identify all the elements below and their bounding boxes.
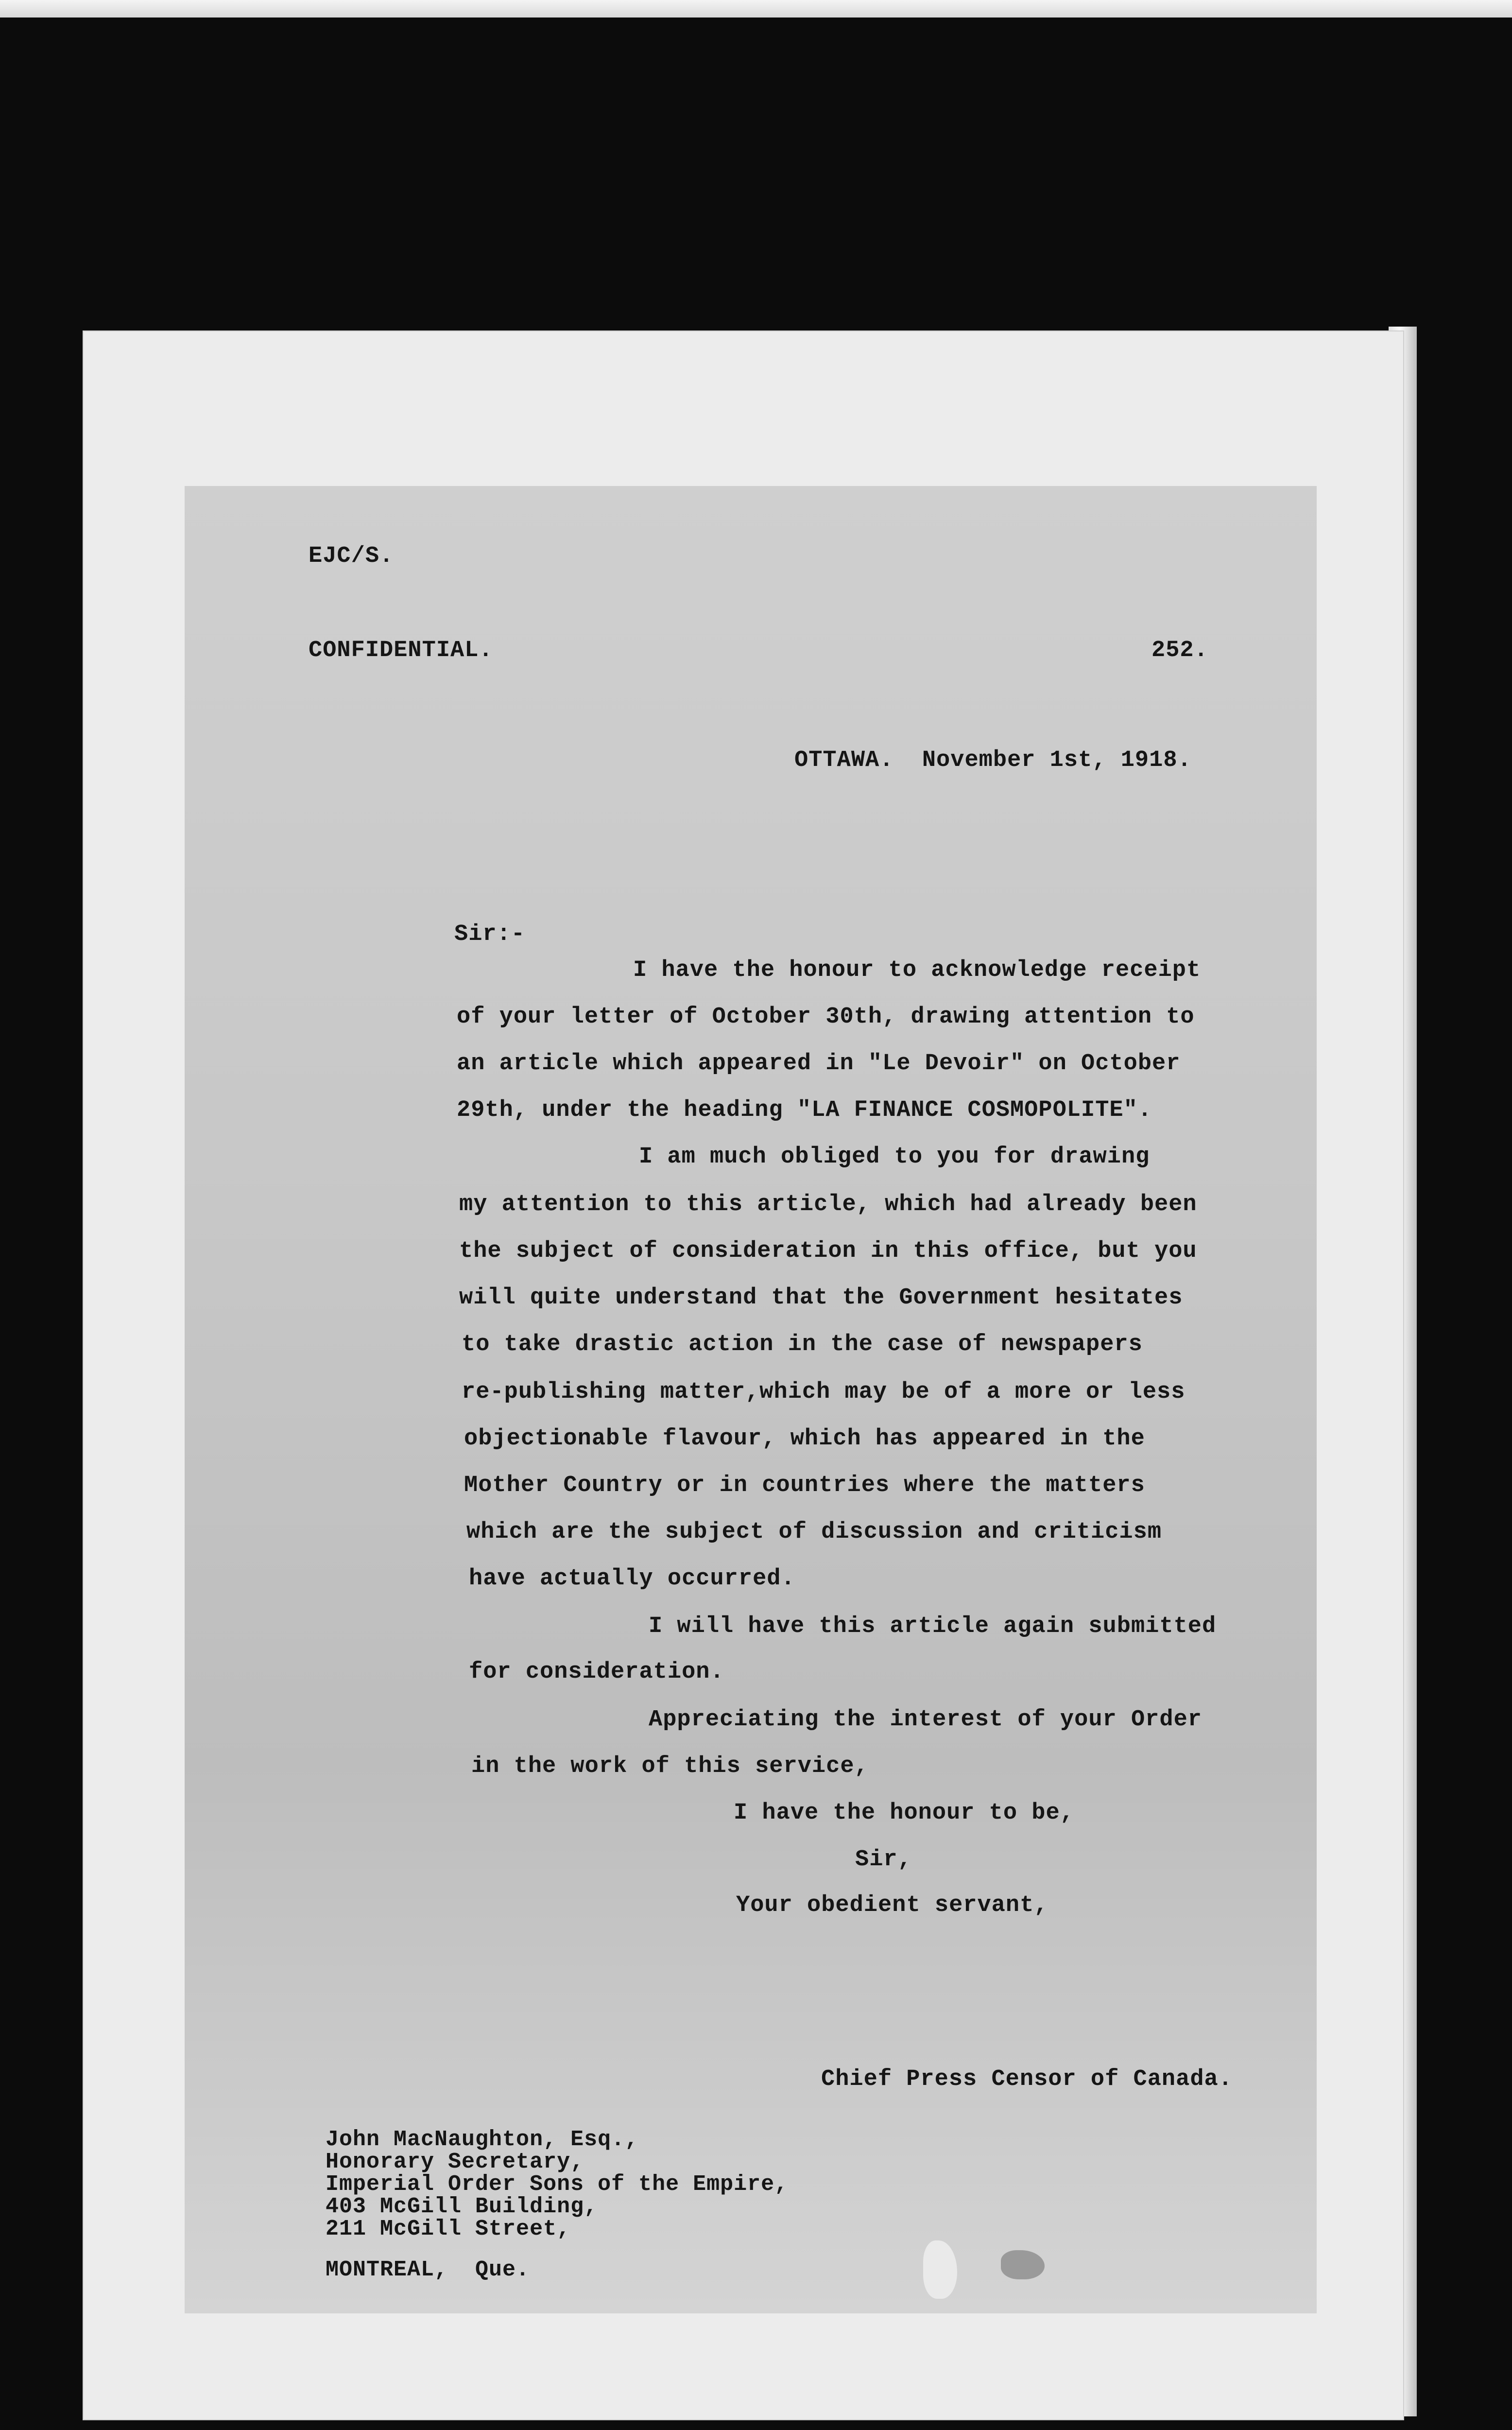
place-date: OTTAWA. November 1st, 1918. bbox=[794, 747, 1192, 773]
file-number: 252. bbox=[1151, 638, 1208, 663]
addressee-city: MONTREAL, Que. bbox=[326, 2257, 530, 2282]
body-line: which are the subject of discussion and criticism bbox=[466, 1519, 1162, 1545]
body-line: 29th, under the heading "LA FINANCE COSMOPOLITE". bbox=[457, 1097, 1152, 1123]
body-line: I have the honour to acknowledge receipt bbox=[633, 957, 1201, 983]
body-line: I will have this article again submitted bbox=[649, 1614, 1217, 1639]
body-line: Mother Country or in countries where the matters bbox=[464, 1473, 1145, 1498]
closing-line: Your obedient servant, bbox=[736, 1892, 1048, 1918]
closing-line: I have the honour to be, bbox=[734, 1800, 1074, 1826]
body-line: for consideration. bbox=[469, 1659, 724, 1685]
body-line: re-publishing matter,which may be of a more or less bbox=[462, 1379, 1186, 1405]
film-top-edge bbox=[0, 0, 1512, 17]
paper-stain bbox=[1001, 2250, 1045, 2279]
body-line: have actually occurred. bbox=[469, 1566, 795, 1592]
addressee-line: Honorary Secretary, bbox=[326, 2150, 584, 2174]
addressee-line: John MacNaughton, Esq., bbox=[326, 2127, 639, 2152]
body-line: the subject of consideration in this office, but you bbox=[459, 1238, 1197, 1264]
body-line: my attention to this article, which had already been bbox=[459, 1192, 1197, 1217]
body-line: to take drastic action in the case of newspapers bbox=[462, 1332, 1143, 1357]
classification: CONFIDENTIAL. bbox=[309, 638, 493, 663]
body-line: Appreciating the interest of your Order bbox=[649, 1707, 1202, 1733]
addressee-line: Imperial Order Sons of the Empire, bbox=[326, 2172, 789, 2197]
signature-title: Chief Press Censor of Canada. bbox=[821, 2066, 1233, 2092]
letter-page bbox=[185, 486, 1317, 2313]
body-line: will quite understand that the Government hesitates bbox=[459, 1285, 1183, 1311]
salutation: Sir:- bbox=[454, 921, 526, 947]
body-line: an article which appeared in "Le Devoir" on October bbox=[457, 1051, 1181, 1076]
reference-code: EJC/S. bbox=[309, 543, 394, 569]
body-line: in the work of this service, bbox=[471, 1753, 869, 1779]
paper-tear bbox=[923, 2240, 957, 2299]
addressee-line: 403 McGill Building, bbox=[326, 2194, 598, 2219]
closing-line: Sir, bbox=[855, 1847, 912, 1873]
body-line: I am much obliged to you for drawing bbox=[639, 1144, 1150, 1170]
addressee-line: 211 McGill Street, bbox=[326, 2217, 571, 2241]
body-line: objectionable flavour, which has appeared in the bbox=[464, 1426, 1145, 1452]
body-line: of your letter of October 30th, drawing attention to bbox=[457, 1004, 1195, 1030]
